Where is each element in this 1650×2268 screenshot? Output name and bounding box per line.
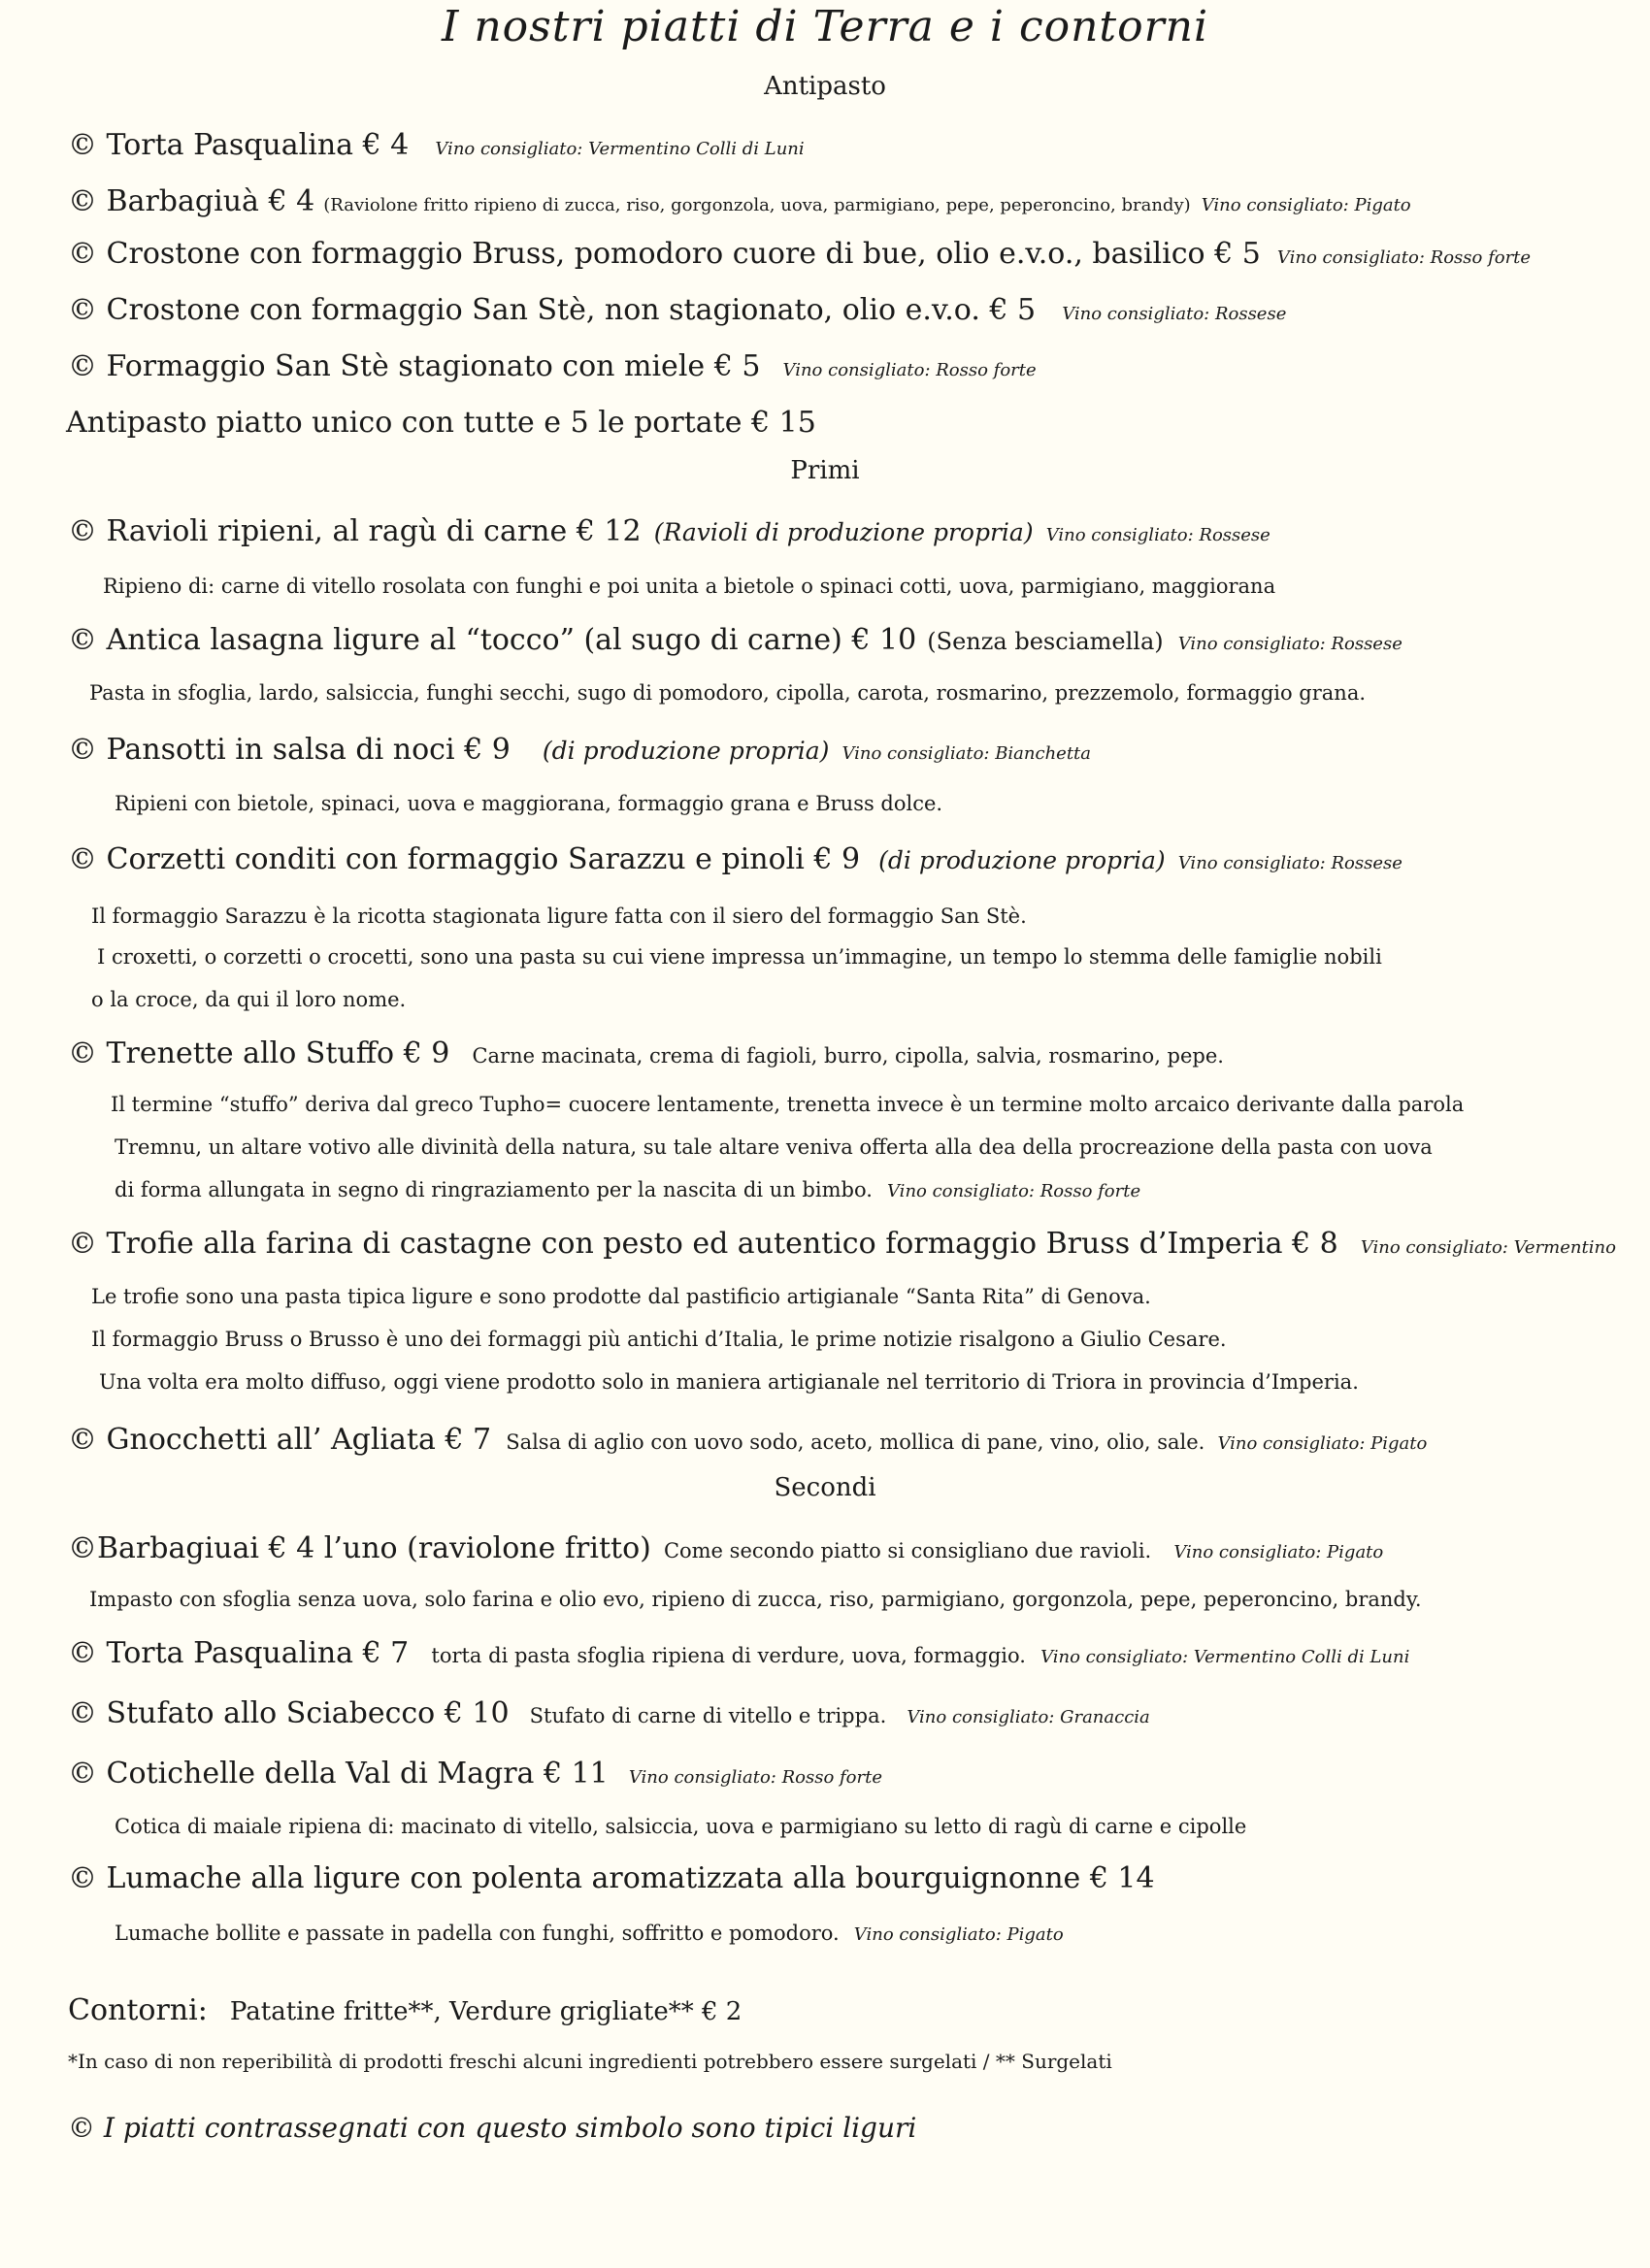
dish-name: © Trofie alla farina di castagne con pesto ed autentico formaggio Bruss d’Imperia € 8 (68, 1227, 1338, 1261)
antipasto-item (68, 349, 1037, 383)
wine-pairing: Vino consigliato: Rosso forte (628, 1767, 882, 1788)
dish-name: © Cotichelle della Val di Magra € 11 (68, 1757, 609, 1791)
dish-description: Lumache bollite e passate in padella con funghi, soffritto e pomodoro. (115, 1922, 840, 1945)
primo-ravioli (68, 514, 1270, 548)
wine-pairing: Vino consigliato: Granaccia (907, 1707, 1150, 1727)
section-heading-primi: Primi (790, 456, 860, 485)
antipasto-item (68, 293, 1286, 327)
wine-pairing: Vino consigliato: Rosso forte (1276, 247, 1532, 268)
primo-trofie (68, 1227, 1616, 1261)
dish-note: (Raviolone fritto ripieno di zucca, riso, gorgonzola, uova, parmigiano, pepe, peperoncino, brandy) (323, 195, 1191, 215)
antipasto-item (68, 237, 1531, 271)
wine-pairing: Vino consigliato: Pigato (853, 1924, 1064, 1945)
dish-note: Salsa di aglio con uovo sodo, aceto, mollica di pane, vino, olio, sale. (506, 1430, 1205, 1454)
wine-pairing: Vino consigliato: Vermentino Colli di Luni (435, 139, 805, 159)
dish-name: © Trenette allo Stuffo € 9 (68, 1036, 450, 1070)
antipasto-item (68, 128, 805, 162)
contorni-row (68, 1993, 742, 2027)
dish-name: © Corzetti conditi con formaggio Sarazzu e pinoli € 9 (68, 842, 861, 876)
dish-description: Le trofie sono una pasta tipica ligure e sono prodotte dal pastificio artigianale “Santa Rita” di Genova. (91, 1285, 1151, 1308)
wine-pairing: Vino consigliato: Rossese (1177, 634, 1402, 654)
dish-note: (di produzione propria) (542, 737, 830, 765)
dish-name: © Stufato allo Sciabecco € 10 (68, 1696, 510, 1730)
primo-corzetti (68, 842, 1402, 876)
dish-note: Carne macinata, crema di fagioli, burro, cipolla, salvia, rosmarino, pepe. (472, 1044, 1224, 1068)
dish-description: o la croce, da qui il loro nome. (91, 988, 407, 1011)
wine-pairing: Vino consigliato: Vermentino Colli di Luni (1040, 1647, 1410, 1667)
dish-description: Pasta in sfoglia, lardo, salsiccia, funghi secchi, sugo di pomodoro, cipolla, carota, rosmarino, prezzemolo, formaggio grana. (89, 681, 1367, 705)
dish-description: Il termine “stuffo” deriva dal greco Tupho= cuocere lentamente, trenetta invece è un termine molto arcaico derivante dalla parola (111, 1093, 1465, 1116)
secondo-torta (68, 1636, 1409, 1670)
wine-pairing: Vino consigliato: Pigato (1173, 1542, 1384, 1562)
dish-name: © Barbagiuà € 4 (68, 184, 315, 218)
secondo-stufato (68, 1696, 1150, 1730)
secondo-lumache (68, 1861, 1155, 1895)
contorni-items: Patatine fritte**, Verdure grigliate** € 2 (229, 1997, 742, 2026)
dish-description: Tremnu, un altare votivo alle divinità della natura, su tale altare veniva offerta alla dea della procreazione della pasta con uova (115, 1135, 1433, 1159)
dish-note: (Ravioli di produzione propria) (653, 518, 1034, 546)
dish-description: Il formaggio Sarazzu è la ricotta stagionata ligure fatta con il siero del formaggio San Stè. (91, 904, 1027, 928)
primo-lasagna (68, 623, 1402, 657)
dish-name: © Antica lasagna ligure al “tocco” (al sugo di carne) € 10 (68, 623, 917, 657)
dish-name: © Crostone con formaggio San Stè, non stagionato, olio e.v.o. € 5 (68, 293, 1037, 327)
dish-description: Cotica di maiale ripiena di: macinato di vitello, salsiccia, uova e parmigiano su letto di ragù di carne e cipolle (115, 1815, 1247, 1838)
dish-note: Stufato di carne di vitello e trippa. (529, 1704, 887, 1727)
dish-name: © Pansotti in salsa di noci € 9 (68, 733, 511, 767)
dish-note: Come secondo piatto si consigliano due ravioli. (663, 1539, 1152, 1562)
dish-description-line (115, 1922, 1064, 1945)
secondo-barbagiuai (68, 1531, 1383, 1565)
dish-name: © Lumache alla ligure con polenta aromatizzata alla bourguignonne € 14 (68, 1861, 1155, 1895)
wine-pairing: Vino consigliato: Rossese (1177, 853, 1402, 873)
dish-description: Ripieno di: carne di vitello rosolata con funghi e poi unita a bietole o spinaci cotti, uova, parmigiano, maggiorana (103, 575, 1276, 598)
dish-description: Ripieni con bietole, spinaci, uova e maggiorana, formaggio grana e Bruss dolce. (115, 792, 943, 815)
page-title: I nostri piatti di Terra e i contorni (441, 2, 1209, 51)
wine-pairing: Vino consigliato: Pigato (1217, 1433, 1428, 1454)
dish-name: © Gnocchetti all’ Agliata € 7 (68, 1423, 492, 1457)
dish-name: © Torta Pasqualina € 7 (68, 1636, 410, 1670)
dish-note: (di produzione propria) (878, 846, 1166, 874)
wine-pairing: Vino consigliato: Bianchetta (842, 743, 1092, 764)
dish-name: © Formaggio San Stè stagionato con miele € 5 (68, 349, 761, 383)
dish-description-line (115, 1178, 1140, 1201)
dish-name: ©Barbagiuai € 4 l’uno (raviolone fritto) (68, 1531, 651, 1565)
wine-pairing: Vino consigliato: Pigato (1201, 195, 1411, 215)
dish-description: Impasto con sfoglia senza uova, solo farina e olio evo, ripieno di zucca, riso, parmigiano, gorgonzola, pepe, peperoncino, brandy. (89, 1588, 1422, 1611)
primo-pansotti (68, 733, 1091, 767)
wine-pairing: Vino consigliato: Vermentino (1360, 1237, 1616, 1258)
wine-pairing: Vino consigliato: Rossese (1045, 525, 1270, 545)
legend: © I piatti contrassegnati con questo simbolo sono tipici liguri (68, 2112, 917, 2144)
secondo-cotichelle (68, 1757, 882, 1791)
dish-description: di forma allungata in segno di ringraziamento per la nascita di un bimbo. (115, 1178, 873, 1201)
primo-gnocchetti (68, 1423, 1427, 1457)
dish-description: Il formaggio Bruss o Brusso è uno dei formaggi più antichi d’Italia, le prime notizie risalgono a Giulio Cesare. (91, 1328, 1227, 1351)
dish-description: I croxetti, o corzetti o crocetti, sono una pasta su cui viene impressa un’immagine, un tempo lo stemma delle famiglie nobili (97, 945, 1382, 969)
wine-pairing: Vino consigliato: Rosso forte (782, 360, 1037, 380)
section-heading-secondi: Secondi (774, 1473, 876, 1502)
section-heading-antipasto: Antipasto (764, 72, 886, 101)
dish-note: torta di pasta sfoglia ripiena di verdure, uova, formaggio. (431, 1644, 1026, 1667)
dish-note: (Senza besciamella) (927, 628, 1164, 655)
wine-pairing: Vino consigliato: Rosso forte (887, 1181, 1141, 1201)
footnote: *In caso di non reperibilità di prodotti freschi alcuni ingredienti potrebbero essere surgelati / ** Surgelati (68, 2050, 1112, 2073)
dish-description: Una volta era molto diffuso, oggi viene prodotto solo in maniera artigianale nel territorio di Triora in provincia d’Imperia. (99, 1370, 1359, 1394)
dish-name: © Crostone con formaggio Bruss, pomodoro cuore di bue, olio e.v.o., basilico € 5 (68, 237, 1261, 271)
dish-name: © Ravioli ripieni, al ragù di carne € 12 (68, 514, 642, 548)
wine-pairing: Vino consigliato: Rossese (1062, 304, 1287, 324)
antipasto-unico: Antipasto piatto unico con tutte e 5 le portate € 15 (66, 406, 816, 440)
contorni-label: Contorni: (68, 1993, 208, 2027)
antipasto-item (68, 184, 1411, 218)
dish-name: © Torta Pasqualina € 4 (68, 128, 410, 162)
primo-trenette (68, 1036, 1224, 1070)
